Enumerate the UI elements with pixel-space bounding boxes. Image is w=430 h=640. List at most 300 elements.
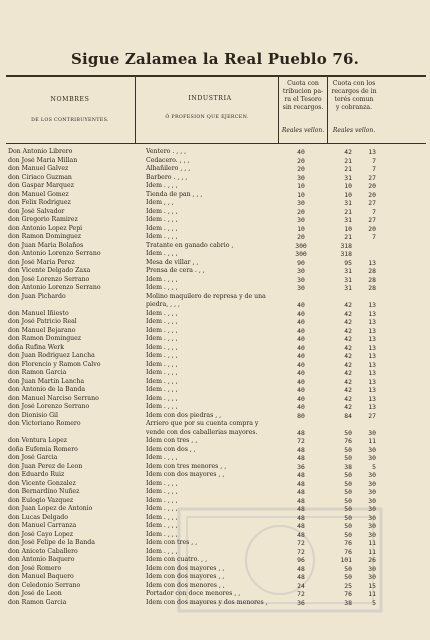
quota-treasury: 40 <box>297 386 305 394</box>
quota-surcharge-reales: 42 <box>344 335 352 343</box>
header-profesion: Ó PROFESION QUE EJERCEN. <box>165 115 249 120</box>
industry: Cedacero. , , , <box>146 156 190 164</box>
table-row <box>0 174 430 182</box>
quota-treasury: 48 <box>297 505 305 513</box>
table-row <box>0 378 430 386</box>
quota-treasury: 48 <box>297 454 305 462</box>
industry: Idem . , , , <box>146 309 178 317</box>
contributor-name: don Gaspar Marquez <box>8 182 74 189</box>
quota-surcharge-maravedis: 13 <box>368 335 376 343</box>
contributor-name: don Bernardino Nuñez <box>8 488 80 495</box>
table-row <box>0 395 430 403</box>
table-row <box>0 386 430 394</box>
industry: Idem con dos mayores , , <box>146 564 225 572</box>
quota-surcharge-maravedis: 13 <box>368 360 376 369</box>
quota-treasury: 20 <box>297 165 305 173</box>
quota-surcharge-reales: 31 <box>344 275 352 284</box>
industry: Idem . , , , <box>146 377 178 385</box>
contributor-name: don Manuel Carranza <box>8 522 77 529</box>
quota-surcharge-reales: 50 <box>344 471 352 479</box>
contributor-name: don Aniceto Caballero <box>8 547 78 555</box>
quota-treasury: 24 <box>297 581 305 590</box>
quota-surcharge-reales: 50 <box>344 488 352 496</box>
contributor-name: doña Eufemia Romero <box>8 445 78 453</box>
quota-surcharge-maravedis: 13 <box>368 326 376 335</box>
table-row <box>0 403 430 411</box>
quota-surcharge-maravedis: 13 <box>368 403 376 411</box>
quota-surcharge-maravedis: 27 <box>368 411 376 420</box>
quota-treasury: 36 <box>297 462 305 471</box>
table-row <box>0 233 430 241</box>
quota-treasury: 72 <box>297 590 305 598</box>
industry: Idem . , , , <box>146 454 178 461</box>
quota-treasury: 40 <box>297 301 305 309</box>
contributor-name: don José de Leon <box>8 590 62 597</box>
table-row <box>0 216 430 224</box>
industry: Idem con tres , , <box>146 437 198 444</box>
quota-surcharge-reales: 95 <box>344 258 352 267</box>
contributor-name: don Victoriano Romero <box>8 420 81 427</box>
column-divider <box>135 76 136 143</box>
industry: Tienda de pan , , , <box>146 190 203 198</box>
quota-surcharge-maravedis: 7 <box>372 233 376 241</box>
quota-surcharge-maravedis: 13 <box>368 394 376 403</box>
table-row <box>0 429 430 437</box>
quota-surcharge-maravedis: 13 <box>368 386 376 394</box>
quota-surcharge-maravedis: 27 <box>368 199 376 207</box>
header-cuota-recargos-line: y cobranza. <box>335 104 373 111</box>
contributor-name: don Gregorio Ramirez <box>8 216 78 223</box>
contributor-name: don José Maria Perez <box>8 258 75 266</box>
industry: Idem . , , , <box>146 386 178 393</box>
quota-treasury: 40 <box>297 318 305 326</box>
table-row <box>0 157 430 165</box>
quota-surcharge-reales: 42 <box>344 352 352 360</box>
quota-treasury: 48 <box>297 479 305 488</box>
quota-treasury: 30 <box>297 267 305 275</box>
industry: Idem . , , , <box>146 326 178 334</box>
quota-treasury: 40 <box>297 309 305 318</box>
table-row <box>0 488 430 496</box>
quota-surcharge-maravedis: 27 <box>368 216 376 224</box>
contributor-name: don Juan Maria Bolaños <box>8 241 84 249</box>
industry: Idem . , , , <box>146 224 178 232</box>
industry: Idem . , , , <box>146 233 178 240</box>
quota-surcharge-reales: 42 <box>344 360 352 369</box>
quota-surcharge-reales: 25 <box>344 581 352 590</box>
quota-surcharge-reales: 42 <box>344 148 352 156</box>
table-row <box>0 165 430 173</box>
industry: Idem con tres menores , , <box>146 462 227 470</box>
quota-surcharge-maravedis: 11 <box>368 590 376 598</box>
quota-treasury: 90 <box>297 258 305 267</box>
quota-surcharge-reales: 31 <box>344 216 352 224</box>
quota-surcharge-reales: 50 <box>344 496 352 505</box>
contributor-name: doña Rufina Werk <box>8 343 64 351</box>
quota-surcharge-reales: 31 <box>344 284 352 292</box>
quota-surcharge-reales: 31 <box>344 173 352 182</box>
industry: Idem . , , , <box>146 182 178 189</box>
quota-treasury: 48 <box>297 445 305 454</box>
quota-surcharge-maravedis: 30 <box>368 488 376 496</box>
contributor-name: don José Maria Millan <box>8 156 78 164</box>
contributor-name: don José Salvador <box>8 207 65 215</box>
quota-surcharge-maravedis: 30 <box>368 505 376 513</box>
quota-treasury: 48 <box>297 573 305 581</box>
industry: Barbero . , , , <box>146 173 188 181</box>
contributor-name: don Eduardo Ruiz <box>8 471 65 478</box>
quota-surcharge-reales: 50 <box>344 505 352 513</box>
quota-treasury: 48 <box>297 564 305 573</box>
quota-surcharge-reales: 31 <box>344 267 352 275</box>
industry: Portador con doce menores , , <box>146 590 241 597</box>
quota-surcharge-reales: 318 <box>340 250 352 258</box>
industry: Idem . , , , <box>146 250 178 257</box>
quota-surcharge-maravedis: 7 <box>372 165 376 173</box>
quota-surcharge-reales: 42 <box>344 326 352 335</box>
contributor-name: don Ciriaco Guzman <box>8 173 72 181</box>
quota-treasury: 30 <box>297 173 305 182</box>
contributor-name: don Juan Rodriguez Lancha <box>8 352 95 359</box>
quota-surcharge-maravedis: 30 <box>368 428 376 437</box>
table-row <box>0 335 430 343</box>
header-nombres: NOMBRES <box>50 96 90 103</box>
quota-treasury: 96 <box>297 556 305 564</box>
quota-surcharge-maravedis: 30 <box>368 471 376 479</box>
quota-treasury: 300 <box>295 250 307 258</box>
quota-treasury: 20 <box>297 207 305 216</box>
quota-surcharge-maravedis: 30 <box>368 522 376 530</box>
contributor-name: don Juan Martin Lancha <box>8 377 85 385</box>
contributor-name: don Manuel Bejarano <box>8 326 76 334</box>
contributor-name: don Celedonio Serrano <box>8 581 81 589</box>
quota-surcharge-reales: 50 <box>344 522 352 530</box>
quota-surcharge-reales: 50 <box>344 445 352 454</box>
quota-treasury: 30 <box>297 284 305 292</box>
quota-surcharge-maravedis: 11 <box>368 547 376 556</box>
quota-surcharge-reales: 38 <box>344 462 352 471</box>
industry: Albañilero , , , <box>146 165 191 172</box>
header-de-los-contribuyentes: DE LOS CONTRIBUYENTES. <box>31 118 109 123</box>
quota-treasury: 72 <box>297 539 305 547</box>
contributor-name: don Manuel Baquero <box>8 573 74 580</box>
contributor-name: don Manuel Narciso Serrano <box>8 394 99 402</box>
quota-treasury: 48 <box>297 428 305 437</box>
contributor-name: don Manuel Iñiesto <box>8 309 69 317</box>
contributor-name: don Juan Lopez de Antonio <box>8 505 93 512</box>
quota-surcharge-maravedis: 13 <box>368 377 376 386</box>
contributor-name: don José Felipe de la Banda <box>8 539 95 546</box>
quota-surcharge-maravedis: 11 <box>368 539 376 547</box>
contributor-name: don Ramon Dominguez <box>8 335 82 342</box>
industry: Idem . , , , <box>146 335 178 342</box>
quota-treasury: 40 <box>297 326 305 335</box>
header-cuota-tesoro-line: Cuota con <box>287 80 319 87</box>
contributor-name: don Ramon Garcia <box>8 369 67 376</box>
quota-treasury: 36 <box>297 598 305 607</box>
contributor-name: don Florencio y Ramon Calvo <box>8 360 101 368</box>
industry: Idem con tres , , <box>146 539 198 546</box>
quota-surcharge-maravedis: 5 <box>372 598 376 607</box>
quota-treasury: 48 <box>297 488 305 496</box>
quota-surcharge-maravedis: 13 <box>368 369 376 377</box>
contributor-name: don Antonio Lorenzo Serrano <box>8 250 101 257</box>
quota-surcharge-reales: 42 <box>344 394 352 403</box>
quota-surcharge-reales: 31 <box>344 199 352 207</box>
table-row <box>0 352 430 360</box>
quota-surcharge-maravedis: 13 <box>368 148 376 156</box>
table-row <box>0 148 430 156</box>
quota-treasury: 40 <box>297 394 305 403</box>
quota-surcharge-reales: 318 <box>340 241 352 250</box>
table-row <box>0 420 430 428</box>
industry: Idem con dos mayores , , <box>146 573 225 580</box>
table-row <box>0 250 430 258</box>
table-row <box>0 301 430 309</box>
header-reales-vellon-1: Reales vellon. <box>281 127 325 134</box>
quota-surcharge-maravedis: 28 <box>368 275 376 284</box>
quota-surcharge-reales: 84 <box>344 411 352 420</box>
quota-surcharge-maravedis: 11 <box>368 437 376 445</box>
contributor-name: don José Lorenzo Serrano <box>8 275 90 283</box>
industry: Idem . , , , <box>146 352 178 359</box>
quota-treasury: 10 <box>297 224 305 233</box>
quota-surcharge-maravedis: 30 <box>368 445 376 454</box>
table-row <box>0 242 430 250</box>
industry: Idem , , , <box>146 199 174 206</box>
contributor-name: don Vicente Delgado Zaxa <box>8 267 91 274</box>
quota-surcharge-reales: 10 <box>344 190 352 199</box>
quota-surcharge-reales: 42 <box>344 301 352 309</box>
contributor-name: don José Romero <box>8 564 62 572</box>
contributor-name: don José Cayo Lopez <box>8 530 73 538</box>
contributor-name: don Eulogio Vazquez <box>8 496 74 504</box>
quota-treasury: 48 <box>297 471 305 479</box>
industry: Idem . , , , <box>146 216 178 223</box>
contributor-name: don Manuel Galvez <box>8 165 69 172</box>
contributor-name: don José Lorenzo Serrano <box>8 403 90 410</box>
industry: Idem . , , , <box>146 547 178 555</box>
table-row <box>0 208 430 216</box>
industry: Idem con dos menores , , <box>146 581 225 589</box>
table-top-rule <box>6 75 426 77</box>
quota-surcharge-reales: 50 <box>344 428 352 437</box>
quota-surcharge-reales: 21 <box>344 233 352 241</box>
industry: Idem con dos piedras , , <box>146 411 222 419</box>
quota-surcharge-reales: 42 <box>344 377 352 386</box>
table-row <box>0 327 430 335</box>
industry: Idem . , , , <box>146 479 178 487</box>
quota-surcharge-maravedis: 13 <box>368 309 376 318</box>
quota-surcharge-maravedis: 30 <box>368 513 376 522</box>
table-row <box>0 191 430 199</box>
quota-surcharge-reales: 50 <box>344 479 352 488</box>
contributor-name: don Antonio Lorenzo Serrano <box>8 284 101 291</box>
quota-surcharge-reales: 76 <box>344 437 352 445</box>
contributor-name: don Ventura Lopez <box>8 437 67 444</box>
industry: vende con dos caballerias mayores. <box>146 428 258 436</box>
table-row <box>0 199 430 207</box>
table-row <box>0 497 430 505</box>
table-row <box>0 182 430 190</box>
quota-surcharge-maravedis: 30 <box>368 530 376 539</box>
quota-surcharge-maravedis: 13 <box>368 258 376 267</box>
contributor-name: don José Garcia <box>8 454 58 461</box>
quota-surcharge-maravedis: 7 <box>372 156 376 165</box>
industry: Idem . , , , <box>146 369 178 376</box>
quota-treasury: 30 <box>297 216 305 224</box>
quota-surcharge-maravedis: 13 <box>368 352 376 360</box>
quota-surcharge-reales: 50 <box>344 573 352 581</box>
quota-treasury: 30 <box>297 199 305 207</box>
quota-treasury: 30 <box>297 275 305 284</box>
header-reales-vellon-2: Reales vellon. <box>332 127 376 134</box>
industry: piedra, , , , <box>146 301 180 308</box>
industry: Idem . , , , <box>146 403 178 410</box>
quota-surcharge-reales: 42 <box>344 318 352 326</box>
industry: Idem . , , , <box>146 530 178 538</box>
quota-surcharge-reales: 42 <box>344 403 352 411</box>
table-row <box>0 276 430 284</box>
industry: Ventero . , , , <box>146 148 187 155</box>
table-row <box>0 369 430 377</box>
header-cuota-tesoro-line: ra el Tesoro <box>284 96 322 103</box>
quota-surcharge-maravedis: 27 <box>368 173 376 182</box>
quota-treasury: 20 <box>297 233 305 241</box>
table-row <box>0 463 430 471</box>
quota-treasury: 40 <box>297 148 305 156</box>
quota-surcharge-reales: 38 <box>344 598 352 607</box>
quota-treasury: 20 <box>297 156 305 165</box>
quota-treasury: 72 <box>297 437 305 445</box>
table-row <box>0 267 430 275</box>
quota-surcharge-reales: 50 <box>344 454 352 462</box>
table-row <box>0 225 430 233</box>
quota-surcharge-reales: 76 <box>344 547 352 556</box>
quota-surcharge-reales: 50 <box>344 564 352 573</box>
page-title: Sigue Zalamea la Real Pueblo 76. <box>70 50 360 68</box>
quota-surcharge-reales: 42 <box>344 343 352 352</box>
industry: Idem . , , , <box>146 318 178 325</box>
industry: Idem . , , , <box>146 284 178 291</box>
quota-surcharge-maravedis: 20 <box>368 224 376 233</box>
contributor-name: don Ramon Garcia <box>8 598 67 606</box>
table-row <box>0 471 430 479</box>
quota-treasury: 40 <box>297 352 305 360</box>
contributor-name: don Antonio Lopez Pepi <box>8 224 83 232</box>
quota-treasury: 40 <box>297 403 305 411</box>
header-bottom-rule <box>6 143 426 144</box>
table-row <box>0 259 430 267</box>
quota-treasury: 48 <box>297 522 305 530</box>
quota-surcharge-reales: 42 <box>344 309 352 318</box>
quota-treasury: 40 <box>297 369 305 377</box>
industry: Prensa de cera . , , <box>146 267 205 274</box>
industry: Idem . , , , <box>146 513 178 521</box>
quota-surcharge-maravedis: 30 <box>368 564 376 573</box>
contributor-name: don Antonio Baquero <box>8 556 75 563</box>
quota-surcharge-reales: 42 <box>344 386 352 394</box>
table-row <box>0 412 430 420</box>
header-industria: INDUSTRIA <box>188 95 232 102</box>
quota-treasury: 40 <box>297 360 305 369</box>
quota-surcharge-reales: 42 <box>344 369 352 377</box>
contributor-name: don Lucas Delgado <box>8 513 68 521</box>
industry: Arriero que por su cuenta compra y <box>146 420 259 427</box>
table-row <box>0 480 430 488</box>
header-cuota-tesoro <box>279 80 327 112</box>
contributor-name: don Dionisio Gil <box>8 411 59 419</box>
industry: Idem . , , , <box>146 488 178 495</box>
quota-surcharge-maravedis: 13 <box>368 301 376 309</box>
quota-treasury: 72 <box>297 547 305 556</box>
quota-treasury: 40 <box>297 335 305 343</box>
industry: Idem . , , , <box>146 522 178 529</box>
industry: Idem . , , , <box>146 275 178 283</box>
quota-surcharge-maravedis: 28 <box>368 267 376 275</box>
archive-stamp <box>175 505 385 615</box>
quota-surcharge-maravedis: 7 <box>372 207 376 216</box>
quota-surcharge-maravedis: 28 <box>368 284 376 292</box>
quota-surcharge-maravedis: 20 <box>368 190 376 199</box>
table-row <box>0 454 430 462</box>
contributor-name: don Juan Pichardo <box>8 292 66 300</box>
table-row <box>0 344 430 352</box>
quota-treasury: 300 <box>295 241 307 250</box>
quota-surcharge-maravedis: 30 <box>368 479 376 488</box>
quota-surcharge-reales: 50 <box>344 530 352 539</box>
table-row <box>0 437 430 445</box>
quota-surcharge-reales: 76 <box>344 539 352 547</box>
quota-surcharge-maravedis: 15 <box>368 581 376 590</box>
contributor-name: don Manuel Gomez <box>8 190 69 198</box>
industry: Idem . , , , <box>146 360 178 368</box>
industry: Mesa de villar , , <box>146 258 199 266</box>
quota-treasury: 10 <box>297 182 305 190</box>
industry: Idem . , , , <box>146 343 178 351</box>
quota-surcharge-maravedis: 30 <box>368 454 376 462</box>
contributor-name: don Ramon Dominguez <box>8 233 82 240</box>
industry: Idem con cuatro. , , <box>146 556 208 563</box>
industry: Idem con dos mayores y dos menores , <box>146 598 268 606</box>
contributor-name: don José Patricio Real <box>8 318 77 325</box>
industry: Idem con dos , , <box>146 445 196 453</box>
industry: Idem . , , , <box>146 207 178 215</box>
quota-surcharge-reales: 10 <box>344 224 352 233</box>
header-cuota-recargos-line: terés comun <box>334 96 374 103</box>
contributor-name: don Felix Rodriguez <box>8 199 71 206</box>
table-row <box>0 293 430 301</box>
table-row <box>0 284 430 292</box>
quota-surcharge-maravedis: 13 <box>368 343 376 352</box>
quota-treasury: 48 <box>297 496 305 505</box>
contributor-name: don Antonio de la Banda <box>8 386 86 393</box>
quota-treasury: 40 <box>297 343 305 352</box>
quota-surcharge-reales: 21 <box>344 207 352 216</box>
industry: Idem con dos mayores , , <box>146 471 225 478</box>
quota-surcharge-maravedis: 26 <box>368 556 376 564</box>
industry: Tratante en ganado cabrio , <box>146 241 234 249</box>
quota-treasury: 80 <box>297 411 305 420</box>
quota-surcharge-maravedis: 20 <box>368 182 376 190</box>
header-cuota-recargos <box>328 80 380 112</box>
industry: Molino maquilero de represa y de una <box>146 292 266 300</box>
contributor-name: Don Antonio Librero <box>8 148 73 155</box>
quota-surcharge-reales: 21 <box>344 156 352 165</box>
quota-surcharge-reales: 50 <box>344 513 352 522</box>
table-row <box>0 361 430 369</box>
quota-surcharge-maravedis: 30 <box>368 496 376 505</box>
